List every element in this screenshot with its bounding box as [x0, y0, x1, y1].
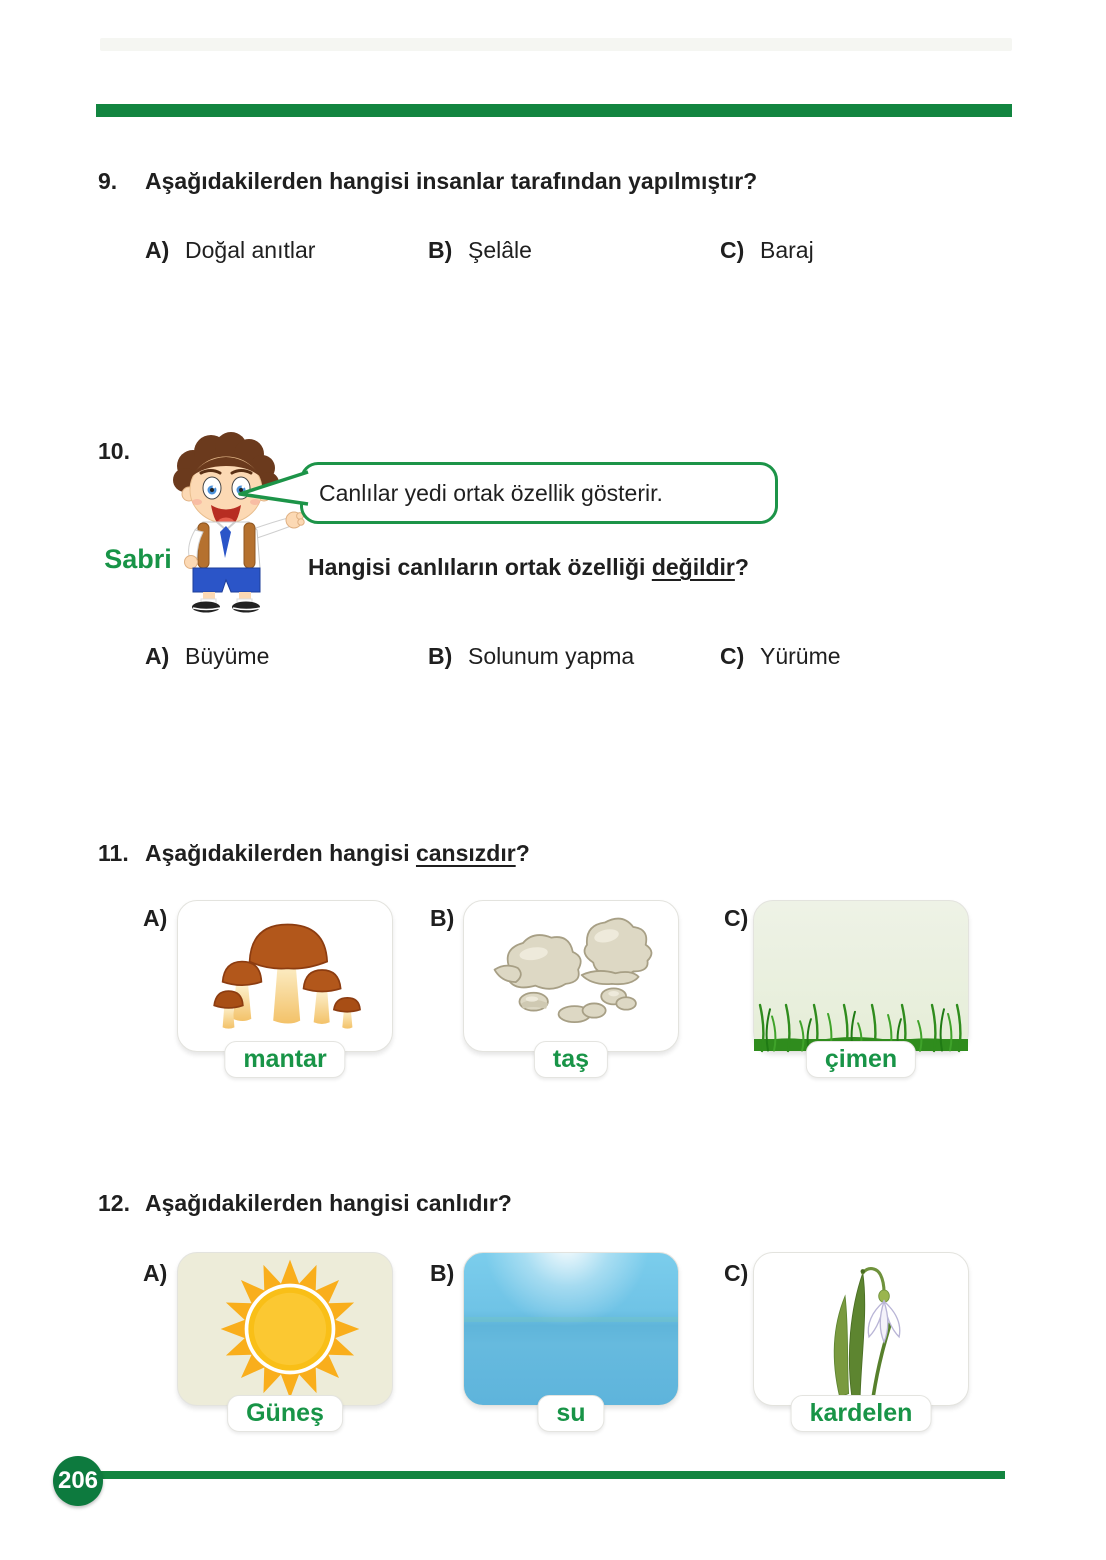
snowdrop-illustration [799, 1257, 923, 1399]
q12-option-b-label: su [556, 1399, 586, 1427]
q12-option-b-letter: B) [430, 1260, 455, 1286]
q12-option-b-card [463, 1252, 679, 1427]
q12-option-a-card [177, 1252, 393, 1427]
option-letter: C) [720, 237, 745, 263]
option-letter: A) [145, 643, 170, 669]
q11-option-c-label-tab [806, 1041, 916, 1078]
option-text: Yürüme [760, 643, 841, 669]
q11-option-b-label-tab [534, 1041, 608, 1078]
q12-option-c-letter: C) [724, 1260, 749, 1286]
question-10-option-c [720, 643, 841, 670]
q11-option-b-letter: B) [430, 905, 455, 931]
question-10-option-b [428, 643, 634, 670]
speech-bubble-text: Canlılar yedi ortak özellik gösterir. [319, 479, 663, 506]
option-letter: B) [428, 643, 453, 669]
question-11-text [145, 840, 530, 866]
top-divider [96, 104, 1012, 117]
q11-option-a-label-tab [224, 1041, 345, 1078]
option-letter: A) [145, 237, 170, 263]
question-9 [98, 168, 1018, 194]
q12-option-c-label-tab [791, 1395, 932, 1432]
q11-option-b-card [463, 900, 679, 1073]
question-10-text-before: Hangisi canlıların ortak özelliği [308, 554, 652, 580]
option-text: Şelâle [468, 237, 532, 263]
mushrooms-illustration [200, 911, 370, 1029]
page-number-badge [53, 1456, 103, 1506]
question-10-text-underlined: değildir [651, 554, 735, 580]
question-12 [98, 1190, 1018, 1216]
option-text: Doğal anıtlar [185, 237, 316, 263]
q12-option-a-label-tab [227, 1395, 343, 1432]
q12-option-a-label: Güneş [246, 1399, 324, 1427]
boy-character-illustration [133, 426, 323, 611]
q11-option-a-card [177, 900, 393, 1073]
question-11-text-before: Aşağıdakilerden hangisi [145, 840, 416, 866]
question-10-number: 10. [98, 438, 130, 464]
question-9-number: 9. [98, 168, 118, 194]
question-9-option-b [428, 237, 532, 264]
question-11 [98, 840, 1018, 866]
question-12-number: 12. [98, 1190, 130, 1216]
option-text: Baraj [760, 237, 814, 263]
page-number: 206 [57, 1467, 99, 1494]
question-10-text-after: ? [734, 554, 749, 580]
water-illustration [464, 1317, 678, 1322]
q12-option-c-card [753, 1252, 969, 1427]
question-12-text: Aşağıdakilerden hangisi canlıdır? [145, 1190, 512, 1216]
question-9-text: Aşağıdakilerden hangisi insanlar tarafından yapılmıştır? [145, 168, 758, 194]
q11-option-c-letter: C) [724, 905, 749, 931]
question-11-text-after: ? [515, 840, 530, 866]
option-text: Büyüme [185, 643, 270, 669]
speech-bubble-tail [232, 464, 310, 510]
option-letter: B) [428, 237, 453, 263]
character-name: Sabri [104, 544, 172, 574]
speech-bubble [300, 462, 778, 524]
q11-option-b-label: taş [552, 1045, 590, 1073]
q12-option-a-letter: A) [143, 1260, 168, 1286]
stones-illustration [481, 911, 661, 1031]
q11-option-a-letter: A) [143, 905, 168, 931]
question-10-option-a [145, 643, 269, 670]
top-faint-band [100, 38, 1012, 51]
question-11-number: 11. [98, 840, 129, 866]
option-letter: C) [720, 643, 745, 669]
footer-divider [75, 1471, 1005, 1479]
q12-option-c-label: kardelen [809, 1399, 913, 1427]
question-10-text [308, 554, 749, 581]
question-9-option-a [145, 237, 315, 264]
question-11-text-underlined: cansızdır [415, 840, 516, 866]
q11-option-c-label: çimen [824, 1045, 898, 1073]
q11-option-c-card [753, 900, 969, 1073]
q11-option-a-label: mantar [243, 1045, 327, 1073]
sun-illustration [216, 1255, 364, 1403]
option-text: Solunum yapma [468, 643, 635, 669]
q12-option-b-label-tab [537, 1395, 604, 1432]
question-9-option-c [720, 237, 814, 264]
